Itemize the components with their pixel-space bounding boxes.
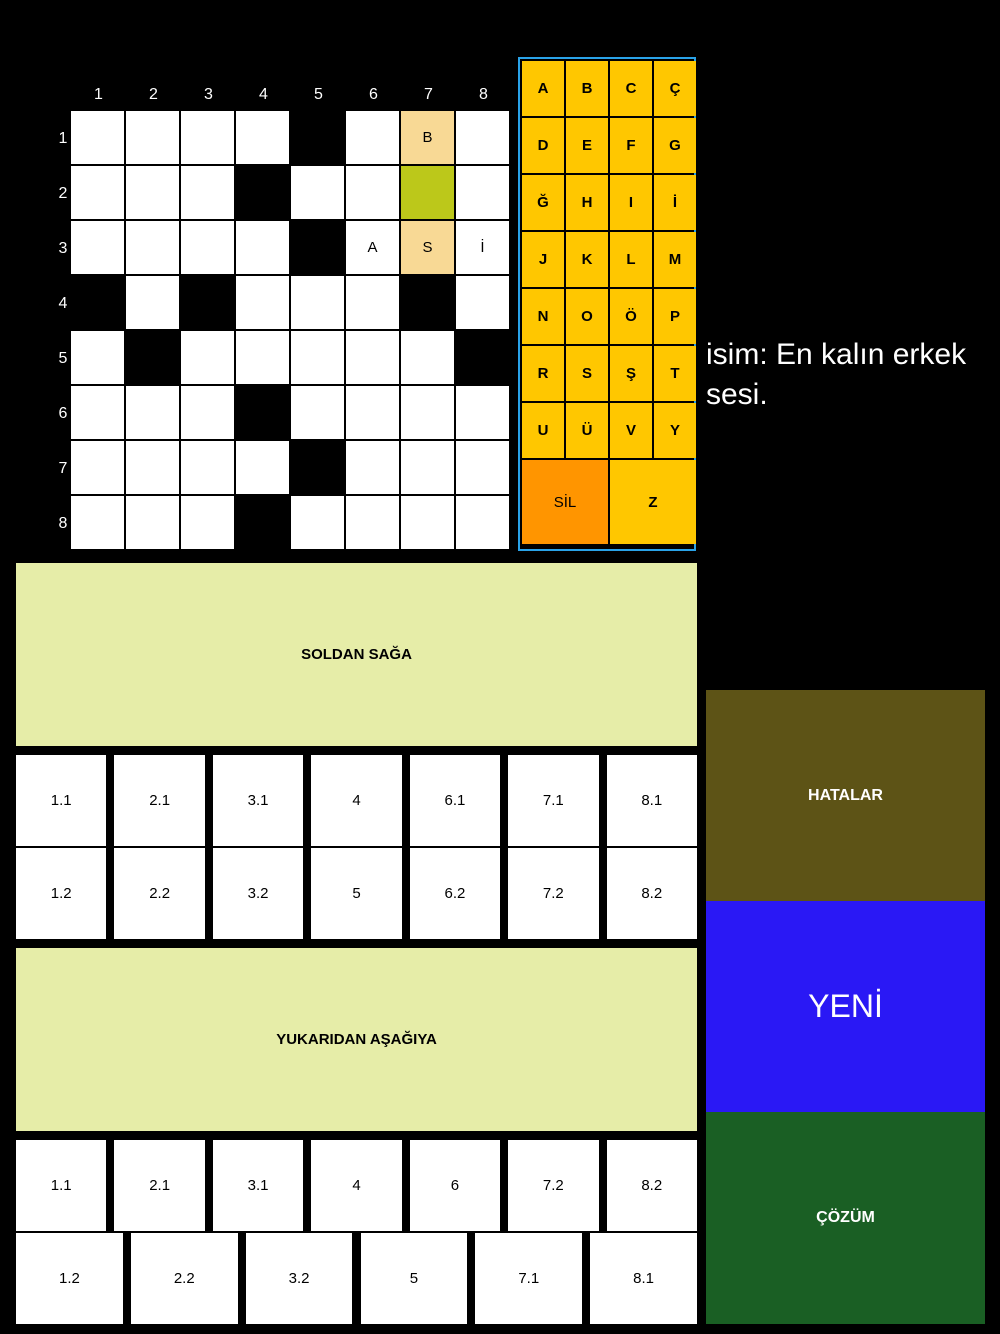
grid-cell[interactable] [181, 386, 234, 439]
grid-cell[interactable] [291, 386, 344, 439]
clue-button[interactable]: 2.1 [114, 755, 204, 846]
row-number-label: 3 [58, 240, 68, 257]
clue-button[interactable]: 3.2 [246, 1233, 353, 1324]
column-number-label: 5 [314, 86, 323, 103]
letter-key[interactable]: L [610, 232, 652, 287]
clue-button[interactable]: 7.1 [508, 755, 598, 846]
row-number-label: 7 [58, 460, 68, 477]
grid-cell[interactable] [181, 221, 234, 274]
grid-cell[interactable] [181, 441, 234, 494]
clue-button[interactable]: 3.2 [213, 848, 303, 939]
column-number-label: 6 [369, 86, 378, 103]
grid-cell[interactable] [346, 111, 399, 164]
letter-key[interactable]: U [522, 403, 564, 458]
row-number-label: 6 [58, 405, 68, 422]
grid-cell[interactable] [346, 496, 399, 549]
grid-cell[interactable] [71, 221, 124, 274]
grid-cell[interactable] [456, 441, 509, 494]
clue-button[interactable]: 6 [410, 1140, 500, 1231]
grid-cell[interactable] [401, 441, 454, 494]
clue-button[interactable]: 1.1 [16, 1140, 106, 1231]
letter-key[interactable]: Z [610, 460, 696, 544]
clue-button[interactable]: 2.2 [114, 848, 204, 939]
black-square [236, 386, 289, 439]
letter-key[interactable]: R [522, 346, 564, 401]
grid-cell[interactable] [71, 166, 124, 219]
clue-button[interactable]: 6.1 [410, 755, 500, 846]
grid-cell[interactable] [401, 331, 454, 384]
clue-button[interactable]: 6.2 [410, 848, 500, 939]
grid-cell[interactable] [236, 111, 289, 164]
grid-cell[interactable]: S [401, 221, 454, 274]
letter-key[interactable]: A [522, 61, 564, 116]
clue-hint-text: isim: En kalın erkek sesi. [706, 338, 967, 411]
grid-cell[interactable] [126, 166, 179, 219]
letter-key[interactable]: B [566, 61, 608, 116]
black-square [456, 331, 509, 384]
letter-keyboard [518, 57, 696, 551]
grid-cell[interactable] [291, 496, 344, 549]
letter-key[interactable]: Ç [654, 61, 696, 116]
grid-cell[interactable] [181, 166, 234, 219]
letter-key[interactable]: G [654, 118, 696, 173]
letter-key[interactable]: Ö [610, 289, 652, 344]
black-square [236, 496, 289, 549]
column-number-label: 7 [424, 86, 433, 103]
grid-cell[interactable] [346, 276, 399, 329]
letter-key[interactable]: V [610, 403, 652, 458]
letter-key[interactable]: S [566, 346, 608, 401]
grid-cell[interactable] [346, 166, 399, 219]
row-number-label: 2 [58, 185, 68, 202]
clue-button[interactable]: 2.2 [131, 1233, 238, 1324]
grid-cell[interactable] [456, 386, 509, 439]
row-number-label: 1 [58, 130, 68, 147]
letter-key[interactable]: F [610, 118, 652, 173]
black-square [181, 276, 234, 329]
grid-cell[interactable] [126, 276, 179, 329]
black-square [401, 276, 454, 329]
letter-key[interactable]: J [522, 232, 564, 287]
grid-cell[interactable] [71, 331, 124, 384]
clue-button[interactable]: 7.1 [475, 1233, 582, 1324]
letter-key[interactable]: O [566, 289, 608, 344]
down-section-title: YUKARIDAN AŞAĞIYA [16, 948, 697, 1131]
grid-cell[interactable] [401, 496, 454, 549]
clue-button[interactable]: 8.1 [607, 755, 697, 846]
clue-button[interactable]: 7.2 [508, 848, 598, 939]
clue-button[interactable]: 5 [311, 848, 401, 939]
black-square [71, 276, 124, 329]
grid-cell[interactable] [236, 221, 289, 274]
grid-cell[interactable] [346, 441, 399, 494]
clue-button[interactable]: 1.2 [16, 1233, 123, 1324]
clue-button[interactable]: 4 [311, 1140, 401, 1231]
letter-key[interactable]: T [654, 346, 696, 401]
grid-cell[interactable] [346, 386, 399, 439]
letter-key[interactable]: N [522, 289, 564, 344]
black-square [291, 221, 344, 274]
grid-cell[interactable] [401, 386, 454, 439]
clue-button[interactable]: 5 [361, 1233, 468, 1324]
grid-cell[interactable] [126, 221, 179, 274]
clue-button[interactable]: 3.1 [213, 1140, 303, 1231]
errors-button[interactable]: HATALAR [706, 690, 985, 901]
letter-key[interactable]: Y [654, 403, 696, 458]
letter-key[interactable]: Ş [610, 346, 652, 401]
grid-cell[interactable] [126, 496, 179, 549]
letter-key[interactable]: P [654, 289, 696, 344]
letter-key[interactable]: İ [654, 175, 696, 230]
row-number-label: 4 [58, 295, 68, 312]
clue-button[interactable]: 7.2 [508, 1140, 598, 1231]
grid-cell[interactable]: İ [456, 221, 509, 274]
grid-cell[interactable] [291, 276, 344, 329]
letter-key[interactable]: Ü [566, 403, 608, 458]
row-number-label: 8 [58, 515, 68, 532]
grid-cell[interactable] [456, 111, 509, 164]
grid-cell[interactable] [401, 166, 454, 219]
clue-button[interactable]: 2.1 [114, 1140, 204, 1231]
letter-key[interactable]: Ğ [522, 175, 564, 230]
grid-cell[interactable] [291, 166, 344, 219]
grid-cell[interactable] [71, 111, 124, 164]
letter-key[interactable]: I [610, 175, 652, 230]
letter-key[interactable]: C [610, 61, 652, 116]
clue-button[interactable]: 8.1 [590, 1233, 697, 1324]
grid-cell[interactable] [71, 386, 124, 439]
grid-cell[interactable] [236, 441, 289, 494]
letter-key[interactable]: E [566, 118, 608, 173]
grid-cell[interactable] [236, 331, 289, 384]
grid-cell[interactable] [456, 276, 509, 329]
new-game-button[interactable]: YENİ [706, 901, 985, 1112]
letter-key[interactable]: K [566, 232, 608, 287]
grid-cell[interactable] [71, 441, 124, 494]
black-square [236, 166, 289, 219]
grid-cell[interactable] [126, 111, 179, 164]
grid-cell[interactable] [181, 496, 234, 549]
letter-key[interactable]: M [654, 232, 696, 287]
grid-cell[interactable] [71, 496, 124, 549]
clue-button[interactable]: 3.1 [213, 755, 303, 846]
grid-cell[interactable] [291, 331, 344, 384]
grid-cell[interactable] [126, 386, 179, 439]
clue-button[interactable]: 8.2 [607, 848, 697, 939]
grid-cell[interactable] [236, 276, 289, 329]
clue-button[interactable]: 1.1 [16, 755, 106, 846]
grid-cell[interactable] [126, 441, 179, 494]
row-number-label: 5 [58, 350, 68, 367]
black-square [291, 111, 344, 164]
black-square [291, 441, 344, 494]
grid-cell[interactable] [456, 166, 509, 219]
across-section-title: SOLDAN SAĞA [16, 563, 697, 746]
solution-button[interactable]: ÇÖZÜM [706, 1112, 985, 1324]
clue-button[interactable]: 8.2 [607, 1140, 697, 1231]
black-square [126, 331, 179, 384]
column-number-label: 1 [94, 86, 103, 103]
grid-cell[interactable] [456, 496, 509, 549]
grid-cell[interactable]: B [401, 111, 454, 164]
clue-button[interactable]: 4 [311, 755, 401, 846]
column-number-label: 4 [259, 86, 268, 103]
delete-key[interactable]: SİL [522, 460, 608, 544]
grid-cell[interactable] [181, 111, 234, 164]
column-number-label: 2 [149, 86, 158, 103]
column-number-label: 8 [479, 86, 488, 103]
grid-cell[interactable] [346, 331, 399, 384]
letter-key[interactable]: D [522, 118, 564, 173]
column-number-label: 3 [204, 86, 213, 103]
grid-cell[interactable]: A [346, 221, 399, 274]
letter-key[interactable]: H [566, 175, 608, 230]
clue-button[interactable]: 1.2 [16, 848, 106, 939]
grid-cell[interactable] [181, 331, 234, 384]
